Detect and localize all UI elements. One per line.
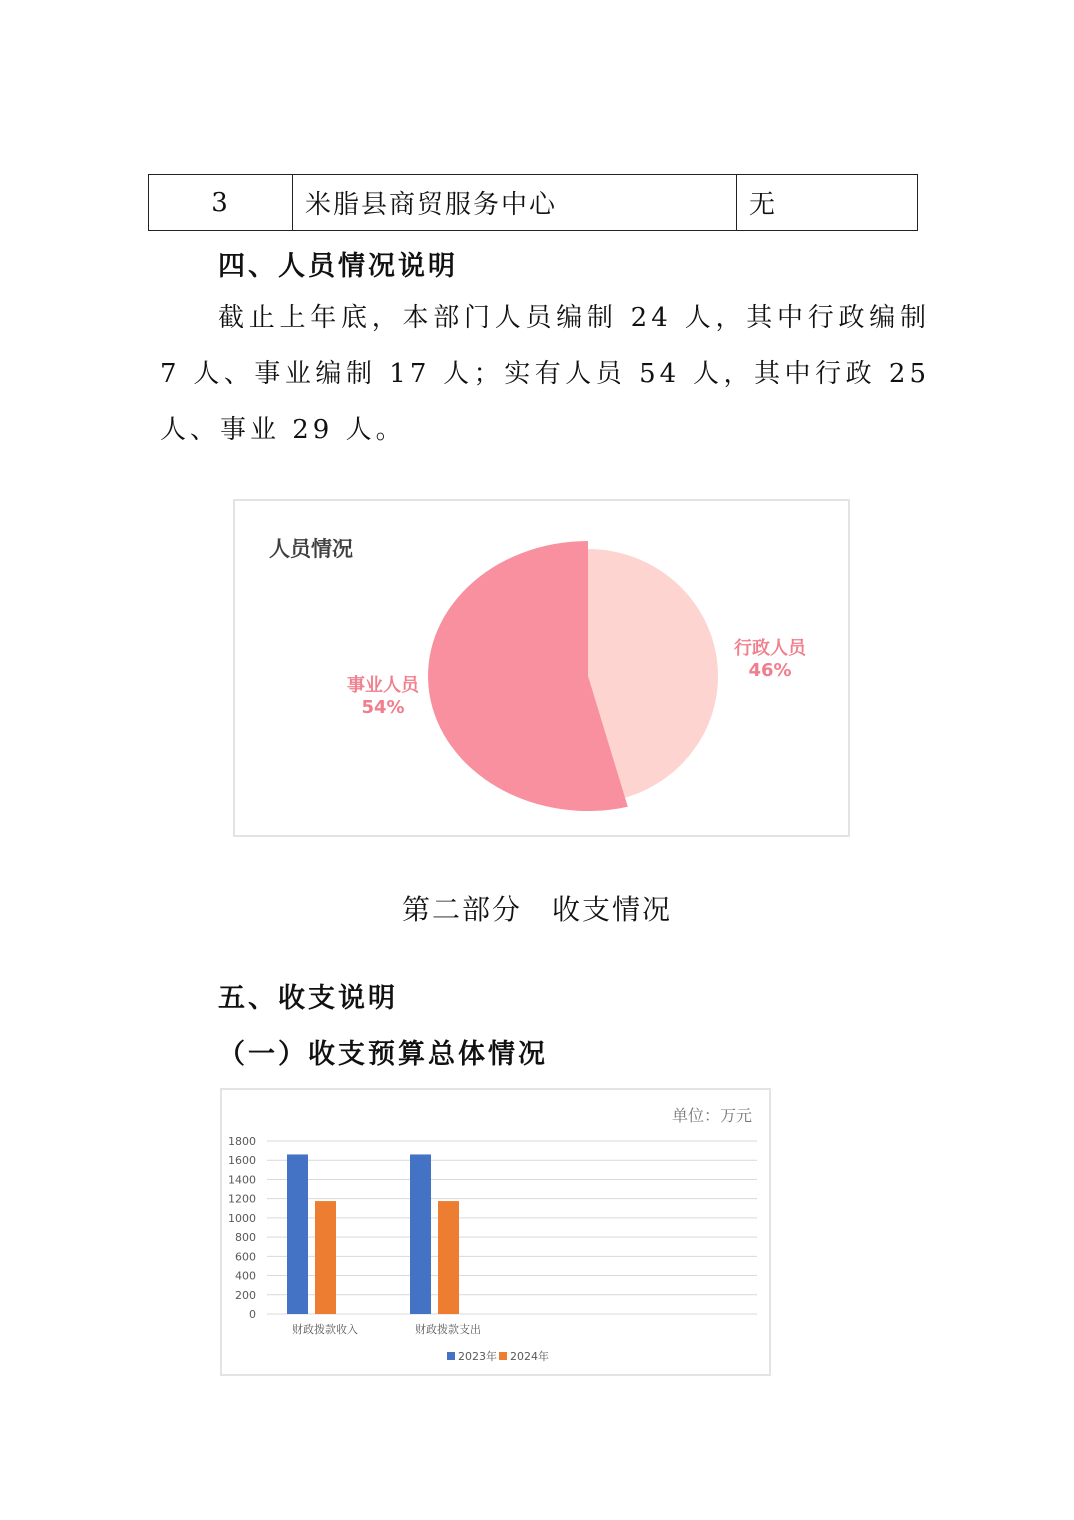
bar-svg (222, 1090, 769, 1374)
legend-label-2024: 2024年 (510, 1350, 549, 1363)
pie-label-admin: 行政人员 (734, 638, 806, 659)
y-tick-label: 1000 (228, 1211, 256, 1225)
x-label-expense: 财政拨款支出 (415, 1323, 481, 1336)
y-tick-label: 1200 (228, 1192, 256, 1206)
part-2-title: 第二部分 收支情况 (401, 893, 672, 926)
bar-2023-0 (287, 1154, 308, 1314)
pie-percent-public: 54% (361, 697, 405, 718)
pie-percent-admin: 46% (748, 660, 792, 681)
budget-bar-chart (220, 1088, 771, 1376)
pie-title: 人员情况 (269, 537, 353, 561)
y-tick-label: 0 (249, 1308, 256, 1321)
bar-2023-1 (410, 1154, 431, 1314)
row-number: 3 (149, 175, 293, 230)
unit-name: 米脂县商贸服务中心 (293, 175, 737, 230)
staff-paragraph: 截止上年底，本部门人员编制 24 人，其中行政编制 7 人、事业编制 17 人；实有人员 54 人，其中行政 25 人、事业 29 人。 (160, 303, 930, 445)
bar-2024-1 (438, 1201, 459, 1314)
y-tick-label: 800 (235, 1231, 256, 1245)
section-5-heading: 五、收支说明 (218, 983, 398, 1014)
bar-2024-0 (315, 1201, 336, 1314)
pie-svg (235, 501, 848, 835)
x-label-income: 财政拨款收入 (292, 1323, 358, 1336)
row-remark: 无 (749, 190, 778, 220)
bar-marks (287, 1154, 459, 1314)
legend-label-2023: 2023年 (458, 1350, 497, 1363)
unit-label: 单位：万元 (671, 1106, 752, 1125)
y-tick-label: 1600 (228, 1154, 256, 1168)
staff-pie-chart (233, 499, 850, 837)
table-row (148, 174, 918, 231)
legend-swatch-2024 (499, 1352, 507, 1360)
y-tick-label: 200 (235, 1288, 256, 1302)
section-5-1-heading: （一）收支预算总体情况 (218, 1039, 548, 1070)
y-tick-label: 400 (235, 1269, 256, 1283)
section-4-heading: 四、人员情况说明 (218, 251, 458, 282)
y-tick-label: 1800 (228, 1135, 256, 1148)
y-tick-label: 1400 (228, 1173, 256, 1187)
legend-swatch-2023 (447, 1352, 455, 1360)
pie-slices (428, 541, 718, 811)
y-tick-label: 600 (235, 1250, 256, 1264)
pie-label-public: 事业人员 (347, 675, 419, 696)
